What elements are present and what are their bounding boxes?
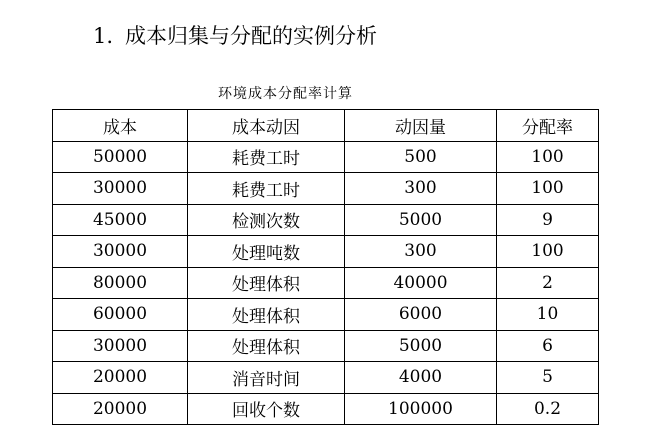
cell-cost-driver: 消音时间 xyxy=(188,362,345,394)
cell-driver-quantity: 300 xyxy=(345,173,497,205)
cell-allocation-rate: 0.2 xyxy=(497,393,599,425)
cell-cost-driver: 检测次数 xyxy=(188,204,345,236)
section-title: 成本归集与分配的实例分析 xyxy=(125,24,378,48)
section-heading xyxy=(93,22,377,50)
cell-allocation-rate: 100 xyxy=(497,173,599,205)
table-row xyxy=(53,393,599,425)
cell-driver-quantity: 40000 xyxy=(345,267,497,299)
cell-cost-driver: 回收个数 xyxy=(188,393,345,425)
table-row xyxy=(53,236,599,268)
cell-cost: 30000 xyxy=(53,236,188,268)
cell-cost: 20000 xyxy=(53,393,188,425)
cell-cost: 45000 xyxy=(53,204,188,236)
cell-driver-quantity: 5000 xyxy=(345,330,497,362)
cell-cost-driver: 耗费工时 xyxy=(188,173,345,205)
cell-cost-driver: 处理体积 xyxy=(188,299,345,331)
cell-cost-driver: 耗费工时 xyxy=(188,141,345,173)
table-row xyxy=(53,204,599,236)
cell-cost: 20000 xyxy=(53,362,188,394)
table-row xyxy=(53,362,599,394)
cell-cost: 30000 xyxy=(53,173,188,205)
cell-cost-driver: 处理吨数 xyxy=(188,236,345,268)
cell-allocation-rate: 10 xyxy=(497,299,599,331)
cost-allocation-table xyxy=(52,109,599,425)
cell-cost: 80000 xyxy=(53,267,188,299)
cell-allocation-rate: 6 xyxy=(497,330,599,362)
table-header-row xyxy=(53,110,599,142)
column-header-cost: 成本 xyxy=(53,110,188,142)
cell-driver-quantity: 100000 xyxy=(345,393,497,425)
cell-allocation-rate: 100 xyxy=(497,141,599,173)
cell-driver-quantity: 300 xyxy=(345,236,497,268)
cell-allocation-rate: 5 xyxy=(497,362,599,394)
cell-allocation-rate: 2 xyxy=(497,267,599,299)
cell-cost: 50000 xyxy=(53,141,188,173)
cell-driver-quantity: 500 xyxy=(345,141,497,173)
table-row xyxy=(53,141,599,173)
section-number: 1. xyxy=(93,24,114,48)
table-row xyxy=(53,330,599,362)
cell-allocation-rate: 100 xyxy=(497,236,599,268)
column-header-allocation-rate: 分配率 xyxy=(497,110,599,142)
cell-cost: 60000 xyxy=(53,299,188,331)
table-caption: 环境成本分配率计算 xyxy=(218,86,353,102)
table-row xyxy=(53,173,599,205)
cell-cost-driver: 处理体积 xyxy=(188,330,345,362)
cell-driver-quantity: 5000 xyxy=(345,204,497,236)
cell-allocation-rate: 9 xyxy=(497,204,599,236)
cell-cost-driver: 处理体积 xyxy=(188,267,345,299)
column-header-cost-driver: 成本动因 xyxy=(188,110,345,142)
cell-driver-quantity: 4000 xyxy=(345,362,497,394)
cell-driver-quantity: 6000 xyxy=(345,299,497,331)
cell-cost: 30000 xyxy=(53,330,188,362)
column-header-driver-quantity: 动因量 xyxy=(345,110,497,142)
table-row xyxy=(53,267,599,299)
table-row xyxy=(53,299,599,331)
